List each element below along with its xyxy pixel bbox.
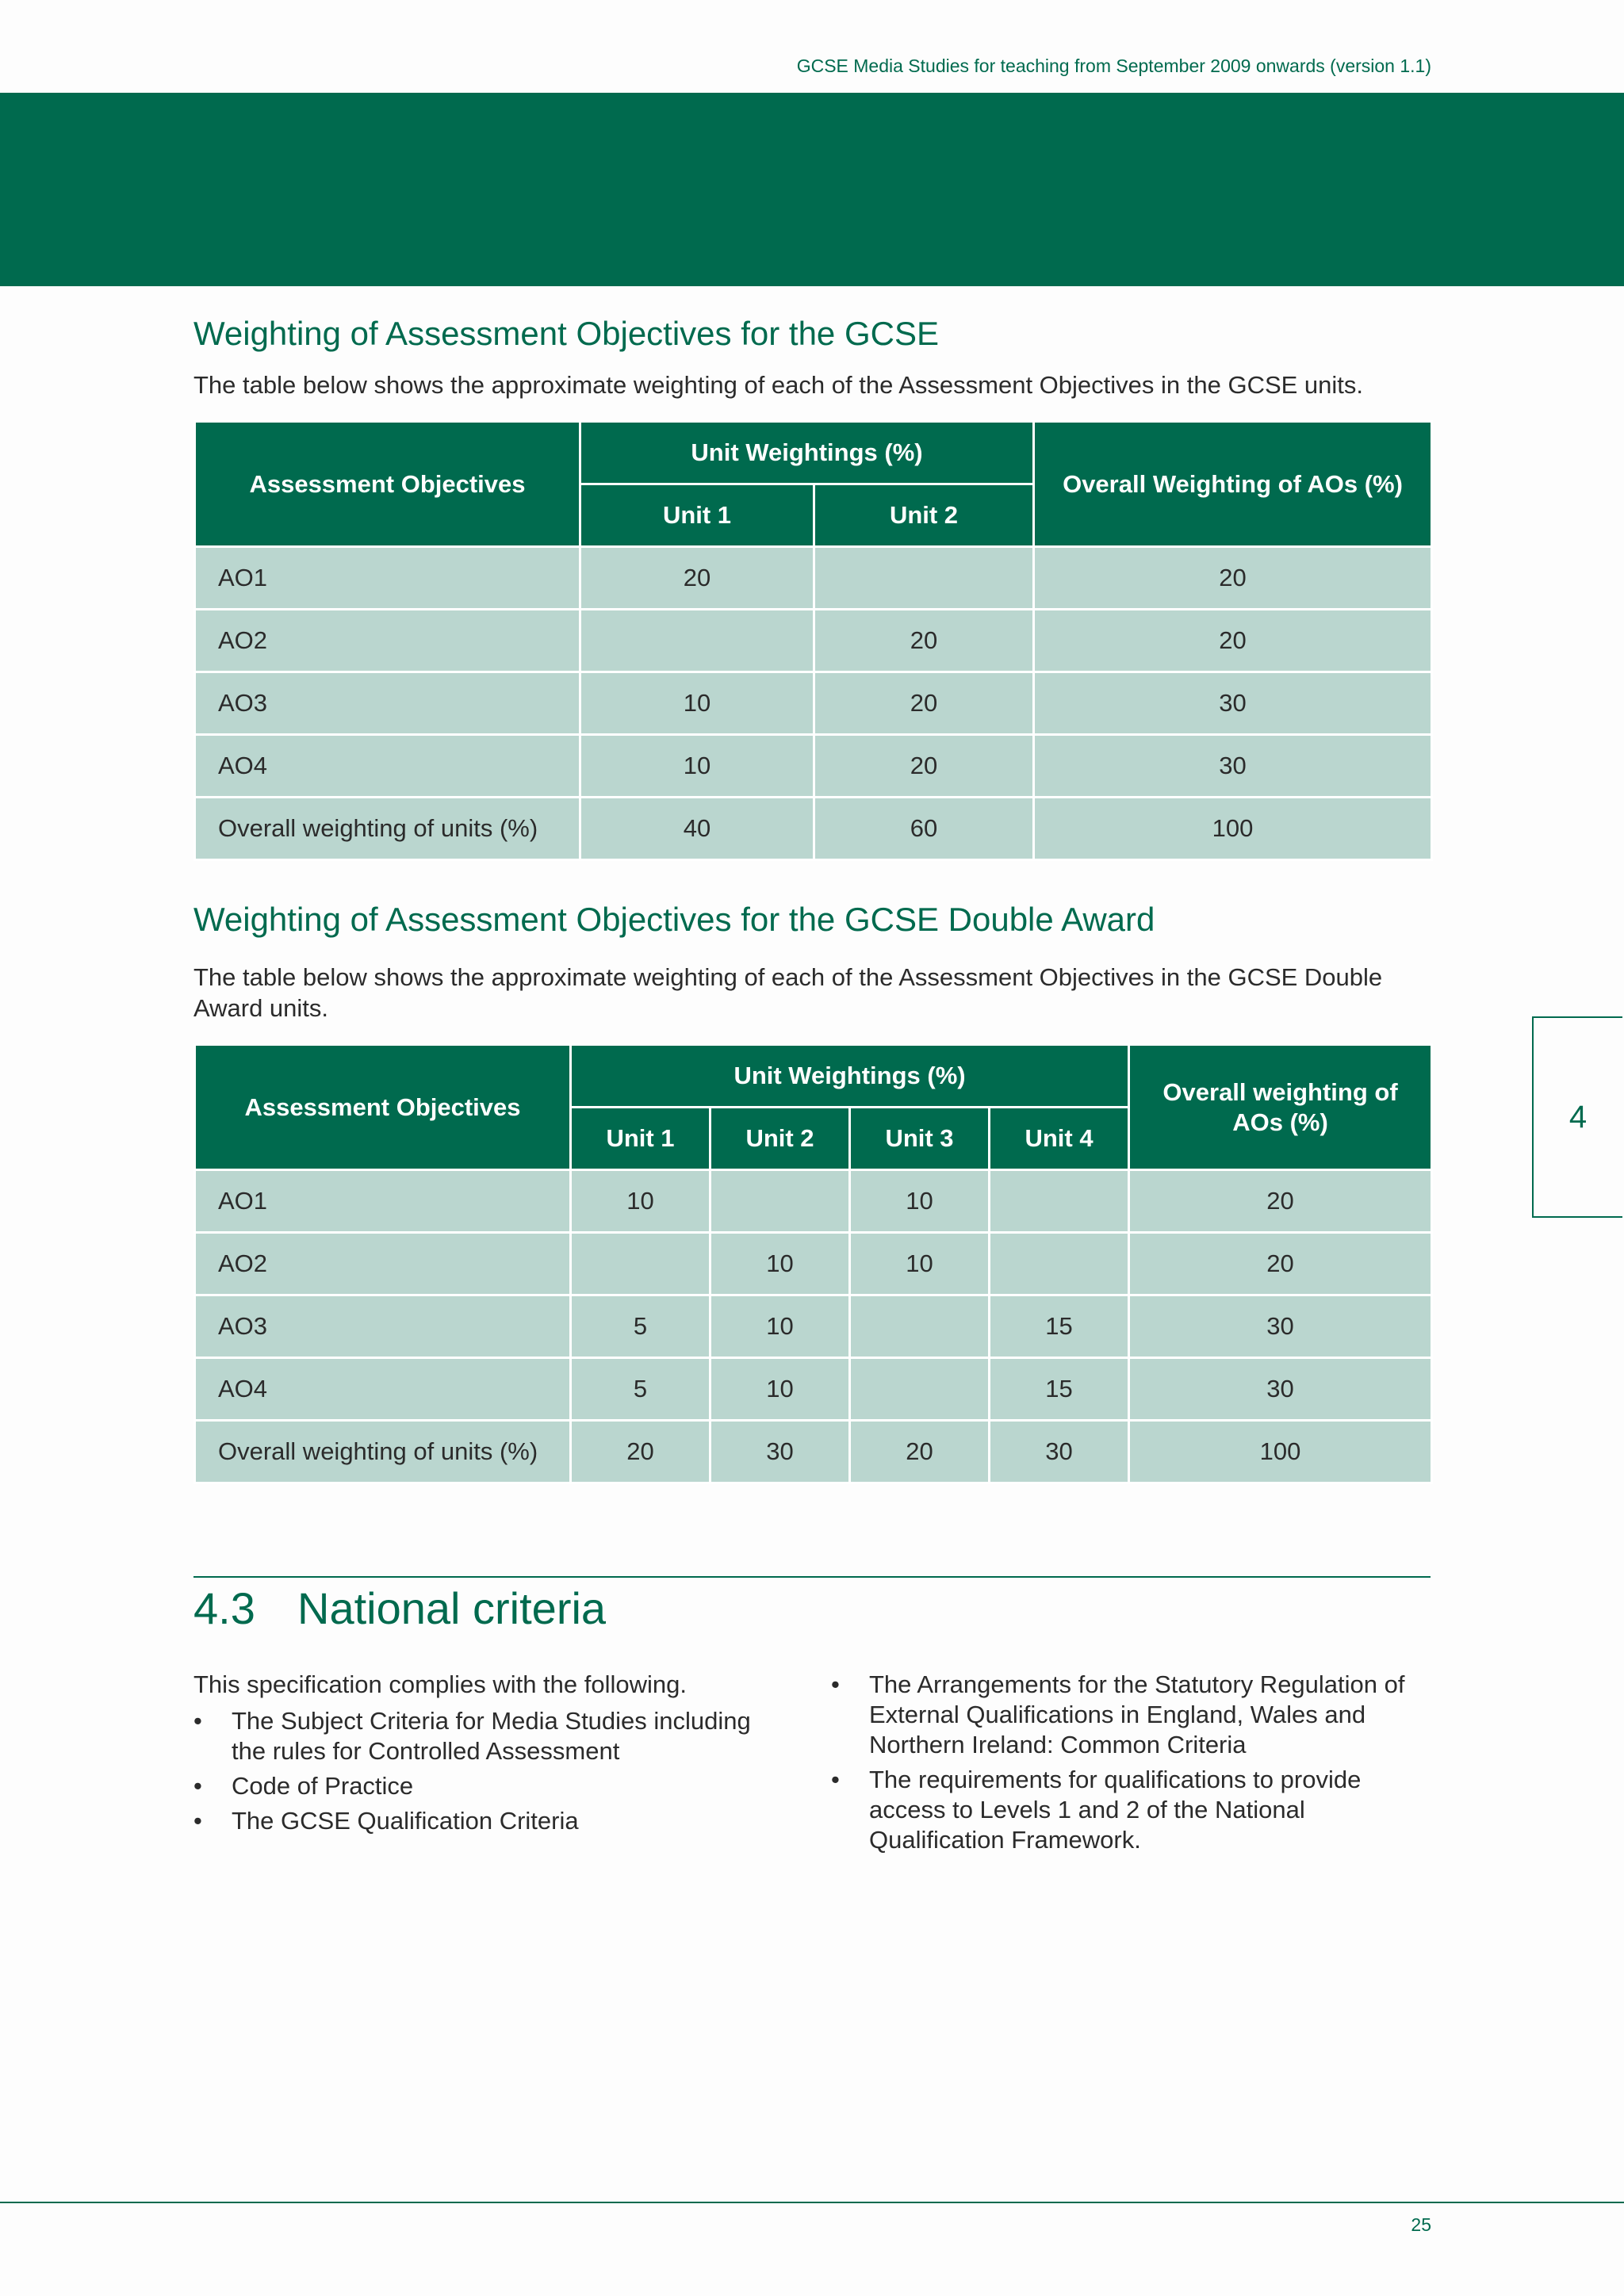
criteria-right-column xyxy=(831,1670,1431,1860)
table-row xyxy=(195,672,1432,735)
table-cell: 20 xyxy=(571,1421,710,1483)
footer-divider xyxy=(0,2202,1624,2203)
criteria-list-right xyxy=(831,1670,1431,1855)
row-label: Overall weighting of units (%) xyxy=(195,798,580,860)
criteria-left-column xyxy=(193,1670,780,1841)
header-overall-weighting: Overall weighting of AOs (%) xyxy=(1129,1045,1432,1170)
overall-cell: 20 xyxy=(1129,1233,1432,1295)
row-label: AO3 xyxy=(195,672,580,735)
header-band xyxy=(0,93,1624,286)
table-cell: 5 xyxy=(571,1295,710,1358)
table-cell: 10 xyxy=(850,1233,990,1295)
header-unit: Unit 1 xyxy=(580,484,814,547)
double-award-weighting-table xyxy=(193,1043,1433,1484)
table-row xyxy=(195,798,1432,860)
overall-cell: 20 xyxy=(1129,1170,1432,1233)
double-award-weighting-intro: The table below shows the approximate weighting of each of the Assessment Objectives in the GCSE Double Award units. xyxy=(193,963,1383,1022)
row-label: AO1 xyxy=(195,1170,571,1233)
header-unit: Unit 1 xyxy=(571,1108,710,1170)
table-row xyxy=(195,1358,1432,1421)
row-label: AO4 xyxy=(195,1358,571,1421)
list-item-text: The Subject Criteria for Media Studies including the rules for Controlled Assessment xyxy=(232,1707,751,1765)
overall-cell: 30 xyxy=(1129,1295,1432,1358)
table-row xyxy=(195,1170,1432,1233)
overall-cell: 20 xyxy=(1034,610,1432,672)
table-row xyxy=(195,1421,1432,1483)
table-cell: 10 xyxy=(580,672,814,735)
row-label: AO1 xyxy=(195,547,580,610)
table-cell: 30 xyxy=(990,1421,1129,1483)
table-cell: 20 xyxy=(850,1421,990,1483)
table-cell xyxy=(814,547,1034,610)
table-cell: 30 xyxy=(710,1421,850,1483)
bullet-icon: • xyxy=(193,1807,202,1835)
gcse-weighting-intro: The table below shows the approximate weighting of each of the Assessment Objectives in the GCSE units. xyxy=(193,371,1364,399)
table-cell: 20 xyxy=(580,547,814,610)
running-header: GCSE Media Studies for teaching from September 2009 onwards (version 1.1) xyxy=(796,55,1431,76)
table-cell: 20 xyxy=(814,610,1034,672)
list-item xyxy=(831,1765,1431,1855)
row-label: AO3 xyxy=(195,1295,571,1358)
table-row xyxy=(195,735,1432,798)
double-award-weighting-heading: Weighting of Assessment Objectives for the GCSE Double Award xyxy=(193,901,1155,938)
table-cell: 10 xyxy=(580,735,814,798)
overall-cell: 30 xyxy=(1034,735,1432,798)
list-item xyxy=(193,1771,780,1801)
table-cell xyxy=(580,610,814,672)
header-unit: Unit 2 xyxy=(710,1108,850,1170)
table-cell: 15 xyxy=(990,1295,1129,1358)
table-row xyxy=(195,610,1432,672)
header-unit: Unit 3 xyxy=(850,1108,990,1170)
header-assessment-objectives: Assessment Objectives xyxy=(195,422,580,547)
table-cell: 10 xyxy=(710,1233,850,1295)
row-label: AO4 xyxy=(195,735,580,798)
list-item xyxy=(193,1706,780,1766)
table-cell: 10 xyxy=(571,1170,710,1233)
overall-cell: 30 xyxy=(1034,672,1432,735)
table-cell: 10 xyxy=(850,1170,990,1233)
table-cell: 60 xyxy=(814,798,1034,860)
page-number: 25 xyxy=(1411,2214,1431,2235)
section-number: 4.3 xyxy=(193,1583,255,1633)
table-cell xyxy=(990,1170,1129,1233)
table-cell: 15 xyxy=(990,1358,1129,1421)
table-cell xyxy=(571,1233,710,1295)
table-cell: 5 xyxy=(571,1358,710,1421)
table-cell: 20 xyxy=(814,672,1034,735)
bullet-icon: • xyxy=(193,1772,202,1800)
overall-cell: 100 xyxy=(1034,798,1432,860)
row-label: Overall weighting of units (%) xyxy=(195,1421,571,1483)
overall-cell: 20 xyxy=(1034,547,1432,610)
table-cell xyxy=(710,1170,850,1233)
list-item xyxy=(831,1670,1431,1760)
criteria-intro: This specification complies with the following. xyxy=(193,1670,687,1698)
table-cell xyxy=(850,1295,990,1358)
list-item-text: Code of Practice xyxy=(232,1772,414,1800)
gcse-weighting-heading: Weighting of Assessment Objectives for the GCSE xyxy=(193,315,939,352)
list-item-text: The GCSE Qualification Criteria xyxy=(232,1807,579,1835)
table-cell: 10 xyxy=(710,1358,850,1421)
list-item-text: The Arrangements for the Statutory Regulation of External Qualifications in England, Wales and Northern Ireland: Common Criteria xyxy=(869,1670,1405,1758)
header-assessment-objectives: Assessment Objectives xyxy=(195,1045,571,1170)
table-cell xyxy=(850,1358,990,1421)
overall-cell: 100 xyxy=(1129,1421,1432,1483)
header-unit: Unit 2 xyxy=(814,484,1034,547)
header-unit-weightings: Unit Weightings (%) xyxy=(571,1045,1129,1108)
header-unit-weightings: Unit Weightings (%) xyxy=(580,422,1034,484)
section-title: National criteria xyxy=(297,1583,607,1633)
section-tab: 4 xyxy=(1532,1016,1622,1218)
section-divider xyxy=(193,1576,1431,1578)
criteria-list-left xyxy=(193,1706,780,1836)
table-cell: 40 xyxy=(580,798,814,860)
table-row xyxy=(195,547,1432,610)
table-cell: 20 xyxy=(814,735,1034,798)
table-cell: 10 xyxy=(710,1295,850,1358)
table-row xyxy=(195,1295,1432,1358)
overall-cell: 30 xyxy=(1129,1358,1432,1421)
row-label: AO2 xyxy=(195,1233,571,1295)
header-unit: Unit 4 xyxy=(990,1108,1129,1170)
bullet-icon: • xyxy=(831,1670,840,1698)
list-item xyxy=(193,1806,780,1836)
table-row xyxy=(195,1233,1432,1295)
bullet-icon: • xyxy=(831,1766,840,1793)
gcse-weighting-table xyxy=(193,420,1433,861)
table-cell xyxy=(990,1233,1129,1295)
bullet-icon: • xyxy=(193,1707,202,1735)
list-item-text: The requirements for qualifications to provide access to Levels 1 and 2 of the National Qualification Framework. xyxy=(869,1766,1362,1854)
table-header-row xyxy=(195,1045,1432,1108)
header-overall-weighting: Overall Weighting of AOs (%) xyxy=(1034,422,1432,547)
table-header-row xyxy=(195,422,1432,484)
row-label: AO2 xyxy=(195,610,580,672)
